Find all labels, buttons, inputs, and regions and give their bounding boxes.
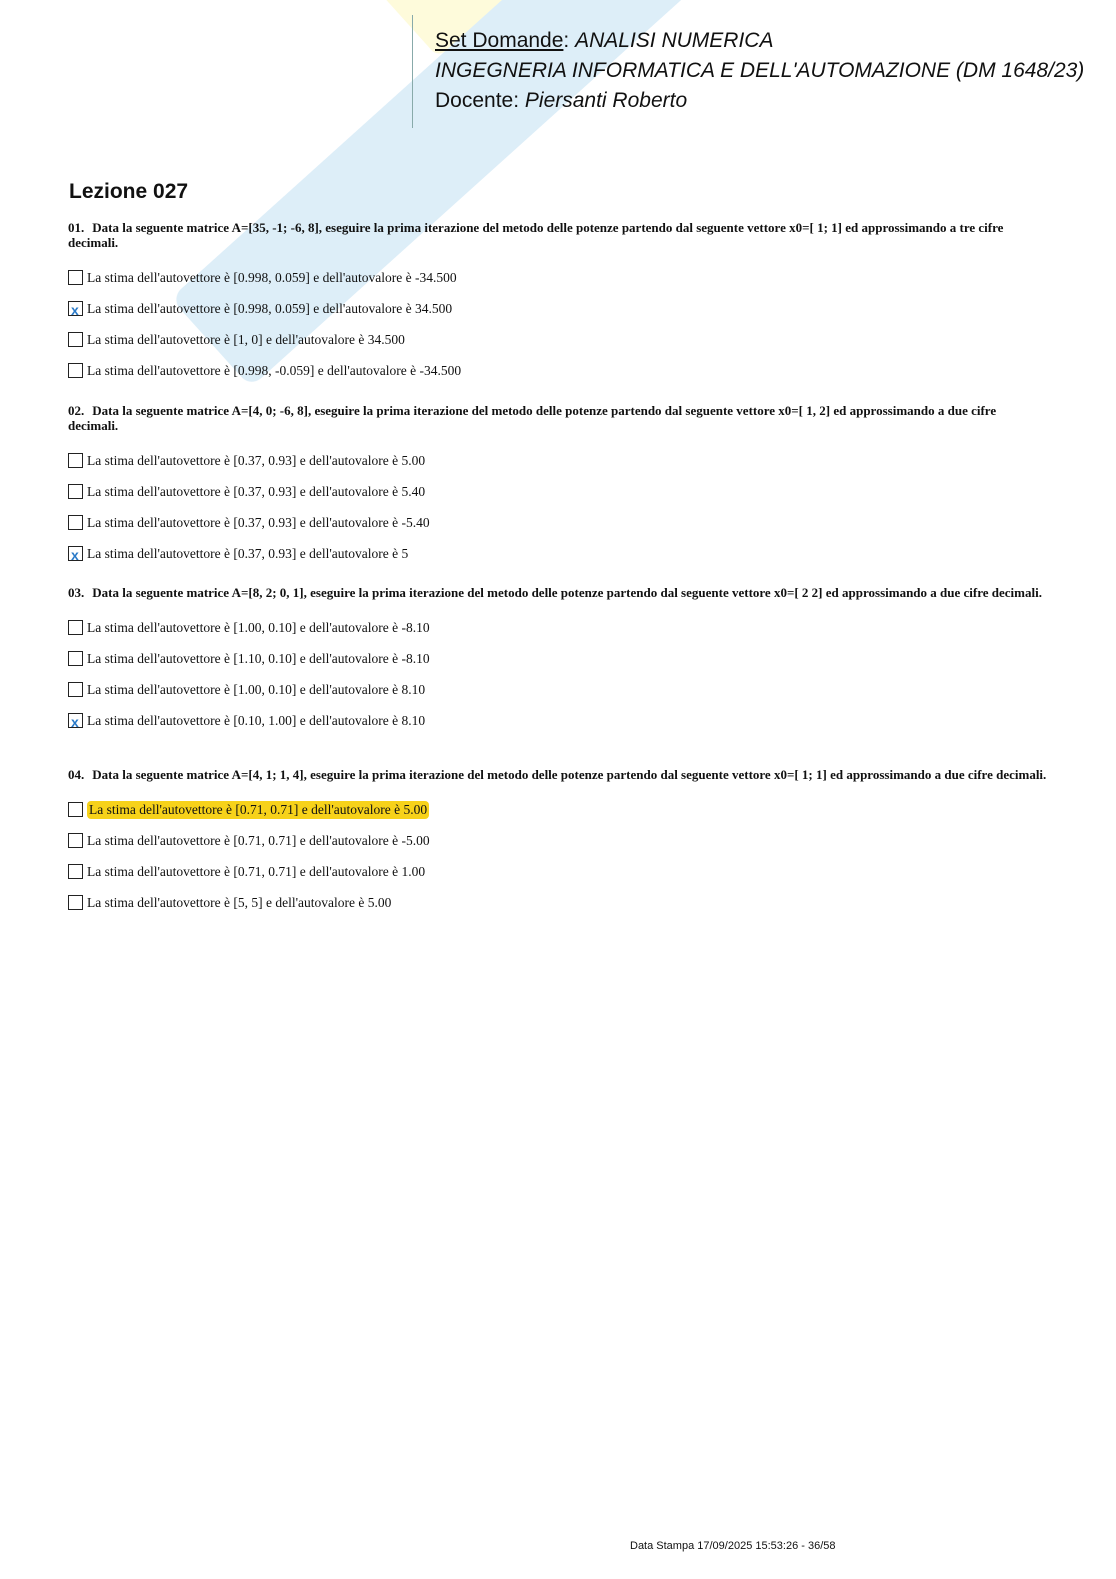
checkbox[interactable] bbox=[68, 363, 83, 378]
answer-text: La stima dell'autovettore è [0.998, 0.059] e dell'autovalore è -34.500 bbox=[87, 269, 457, 285]
answer-text: La stima dell'autovettore è [0.998, 0.059] e dell'autovalore è 34.500 bbox=[87, 300, 453, 316]
question-body: Data la seguente matrice A=[4, 1; 1, 4], eseguire la prima iterazione del metodo delle potenze partendo dal seguente vettore x0=[ 1; 1] ed approssimando a due cifre decimali. bbox=[92, 767, 1047, 782]
checkbox[interactable] bbox=[68, 270, 83, 285]
checkbox[interactable] bbox=[68, 895, 83, 910]
answer-option[interactable] bbox=[68, 612, 1048, 643]
checked-checkbox[interactable] bbox=[68, 301, 83, 316]
answer-text: La stima dell'autovettore è [0.37, 0.93] e dell'autovalore è -5.40 bbox=[87, 514, 430, 530]
lesson-title: Lezione 027 bbox=[69, 180, 189, 203]
answer-option[interactable] bbox=[68, 887, 1048, 918]
answer-text: La stima dell'autovettore è [1.10, 0.10] e dell'autovalore è -8.10 bbox=[87, 650, 430, 666]
checkbox[interactable] bbox=[68, 682, 83, 697]
docente-label: Docente: bbox=[435, 89, 525, 112]
question-number: 03. bbox=[68, 585, 85, 600]
answer-option[interactable] bbox=[68, 825, 1048, 856]
answer-text: La stima dell'autovettore è [0.37, 0.93] e dell'autovalore è 5 bbox=[87, 545, 409, 561]
program-name: INGEGNERIA INFORMATICA E DELL'AUTOMAZIONE (DM 1648/23) bbox=[435, 59, 1085, 82]
checkbox[interactable] bbox=[68, 864, 83, 879]
checked-checkbox[interactable] bbox=[68, 546, 83, 561]
answer-option[interactable] bbox=[68, 794, 1048, 825]
answer-option[interactable] bbox=[68, 705, 1048, 736]
answer-text: La stima dell'autovettore è [0.998, -0.059] e dell'autovalore è -34.500 bbox=[87, 362, 462, 378]
checkbox[interactable] bbox=[68, 515, 83, 530]
checkbox[interactable] bbox=[68, 484, 83, 499]
answer-text: La stima dell'autovettore è [0.71, 0.71] e dell'autovalore è -5.00 bbox=[87, 832, 430, 848]
answer-option[interactable] bbox=[68, 674, 1048, 705]
answer-text: La stima dell'autovettore è [1.00, 0.10] e dell'autovalore è 8.10 bbox=[87, 681, 426, 697]
answer-option[interactable] bbox=[68, 643, 1048, 674]
question bbox=[68, 403, 1048, 569]
checkbox[interactable] bbox=[68, 833, 83, 848]
header-divider bbox=[412, 15, 413, 128]
checkbox[interactable] bbox=[68, 620, 83, 635]
answer-option[interactable] bbox=[68, 476, 1048, 507]
print-footer: Data Stampa 17/09/2025 15:53:26 - 36/58 bbox=[630, 1540, 836, 1552]
checkbox[interactable] bbox=[68, 332, 83, 347]
answer-option[interactable] bbox=[68, 262, 1048, 293]
checkbox[interactable] bbox=[68, 453, 83, 468]
check-mark-icon: x bbox=[71, 547, 79, 563]
checkbox[interactable] bbox=[68, 651, 83, 666]
question-body: Data la seguente matrice A=[35, -1; -6, 8], eseguire la prima iterazione del metodo delle potenze partendo dal seguente vettore x0=[ 1; 1] ed approssimando a tre cifre decimali. bbox=[68, 220, 1004, 250]
question-text bbox=[68, 585, 1048, 600]
answer-text: La stima dell'autovettore è [0.37, 0.93] e dell'autovalore è 5.00 bbox=[87, 452, 426, 468]
document-header bbox=[435, 26, 1084, 116]
question-number: 02. bbox=[68, 403, 85, 418]
answer-text: La stima dell'autovettore è [0.37, 0.93] e dell'autovalore è 5.40 bbox=[87, 483, 426, 499]
check-mark-icon: x bbox=[71, 714, 79, 730]
answer-option[interactable] bbox=[68, 856, 1048, 887]
answer-text: La stima dell'autovettore è [0.71, 0.71] e dell'autovalore è 1.00 bbox=[87, 863, 426, 879]
question-text bbox=[68, 767, 1048, 782]
checked-checkbox[interactable] bbox=[68, 713, 83, 728]
separator: : bbox=[563, 29, 576, 52]
question bbox=[68, 767, 1048, 918]
set-label: Set Domande bbox=[435, 29, 564, 52]
answer-option[interactable] bbox=[68, 445, 1048, 476]
answer-option[interactable] bbox=[68, 538, 1048, 569]
answer-option[interactable] bbox=[68, 324, 1048, 355]
question-body: Data la seguente matrice A=[8, 2; 0, 1], eseguire la prima iterazione del metodo delle potenze partendo dal seguente vettore x0=[ 2 2] ed approssimando a due cifre decimali. bbox=[92, 585, 1042, 600]
answer-option[interactable] bbox=[68, 293, 1048, 324]
answer-text: La stima dell'autovettore è [5, 5] e dell'autovalore è 5.00 bbox=[87, 894, 392, 910]
docente-name: Piersanti Roberto bbox=[524, 89, 688, 112]
check-mark-icon: x bbox=[71, 302, 79, 318]
question-text bbox=[68, 220, 1048, 250]
question bbox=[68, 585, 1048, 736]
checkbox[interactable] bbox=[68, 802, 83, 817]
question-body: Data la seguente matrice A=[4, 0; -6, 8], eseguire la prima iterazione del metodo delle potenze partendo dal seguente vettore x0=[ 1, 2] ed approssimando a due cifre decimali. bbox=[68, 403, 997, 433]
answer-text: La stima dell'autovettore è [0.71, 0.71] e dell'autovalore è 5.00 bbox=[89, 801, 428, 817]
question bbox=[68, 220, 1048, 386]
question-number: 01. bbox=[68, 220, 85, 235]
answer-text: La stima dell'autovettore è [1, 0] e dell'autovalore è 34.500 bbox=[87, 331, 405, 347]
question-text bbox=[68, 403, 1048, 433]
question-number: 04. bbox=[68, 767, 85, 782]
answer-text: La stima dell'autovettore è [1.00, 0.10] e dell'autovalore è -8.10 bbox=[87, 619, 430, 635]
answer-option[interactable] bbox=[68, 355, 1048, 386]
course-name: ANALISI NUMERICA bbox=[575, 29, 774, 52]
answer-text: La stima dell'autovettore è [0.10, 1.00] e dell'autovalore è 8.10 bbox=[87, 712, 426, 728]
answer-option[interactable] bbox=[68, 507, 1048, 538]
